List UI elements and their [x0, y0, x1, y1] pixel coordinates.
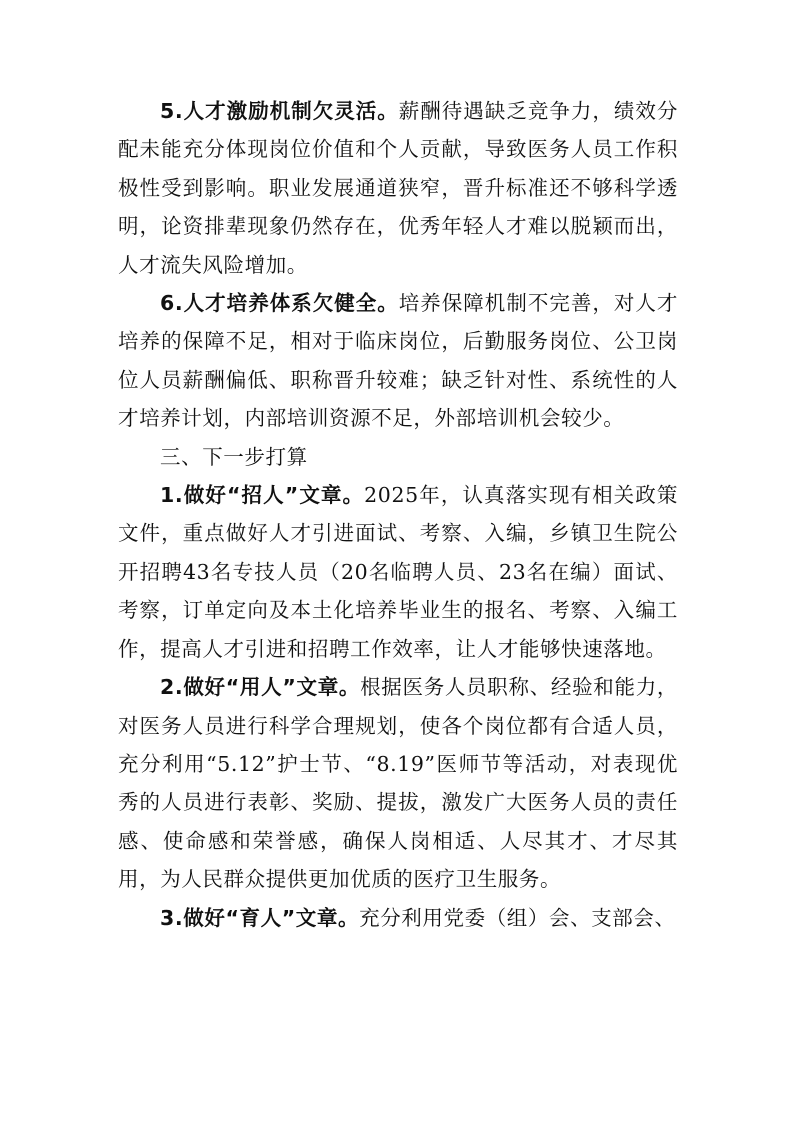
paragraph-lead: 6.人才培养体系欠健全。: [160, 291, 399, 316]
paragraph-lead: 5.人才激励机制欠灵活。: [160, 99, 399, 123]
paragraph-body: 充分利用党委（组）会、支部会、: [359, 905, 676, 930]
paragraph-body: 根据医务人员职称、经验和能力，对医务人员进行科学合理规划，使各个岗位都有合适人员，充分利用“5.12”护士节、“8.19”医师节等活动，对表现优秀的人员进行表彰、奖励、提拔，激发广大医务人员的责任感、使命感和荣誉感，确保人岗相适、人尽其才、才尽其用，为人民群众提供更加优质的医疗卫生服务。: [118, 675, 678, 892]
paragraph-lead: 1.做好“招人”文章。: [160, 483, 365, 508]
paragraph-body: 薪酬待遇缺乏竞争力，绩效分配未能充分体现岗位价值和个人贡献，导致医务人员工作积极性受到影响。职业发展通道狭窄，晋升标准还不够科学透明，论资排辈现象仍然存在，优秀年轻人才难以脱颖而出，人才流失风险增加。: [118, 99, 678, 277]
paragraph-lead: 2.做好“用人”文章。: [160, 675, 361, 700]
paragraph-body: 2025年，认真落实现有相关政策文件，重点做好人才引进面试、考察、入编，乡镇卫生院公开招聘43名专技人员（20名临聘人员、23名在编）面试、考察，订单定向及本土化培养毕业生的报名、考察、入编工作，提高人才引进和招聘工作效率，让人才能够快速落地。: [118, 483, 678, 661]
section-heading-next-steps: 三、下一步打算: [160, 444, 308, 469]
paragraph-cultivate: [118, 899, 678, 937]
document-page: [118, 92, 678, 937]
paragraph-talent-training: [118, 284, 678, 438]
paragraph-body: 培养保障机制不完善，对人才培养的保障不足，相对于临床岗位，后勤服务岗位、公卫岗位人员薪酬偏低、职称晋升较难；缺乏针对性、系统性的人才培养计划，内部培训资源不足，外部培训机会较少。: [118, 291, 678, 431]
paragraph-employ: [118, 668, 678, 898]
paragraph-recruit: [118, 476, 678, 668]
paragraph-talent-incentive: [118, 92, 678, 284]
paragraph-lead: 3.做好“育人”文章。: [160, 905, 360, 930]
